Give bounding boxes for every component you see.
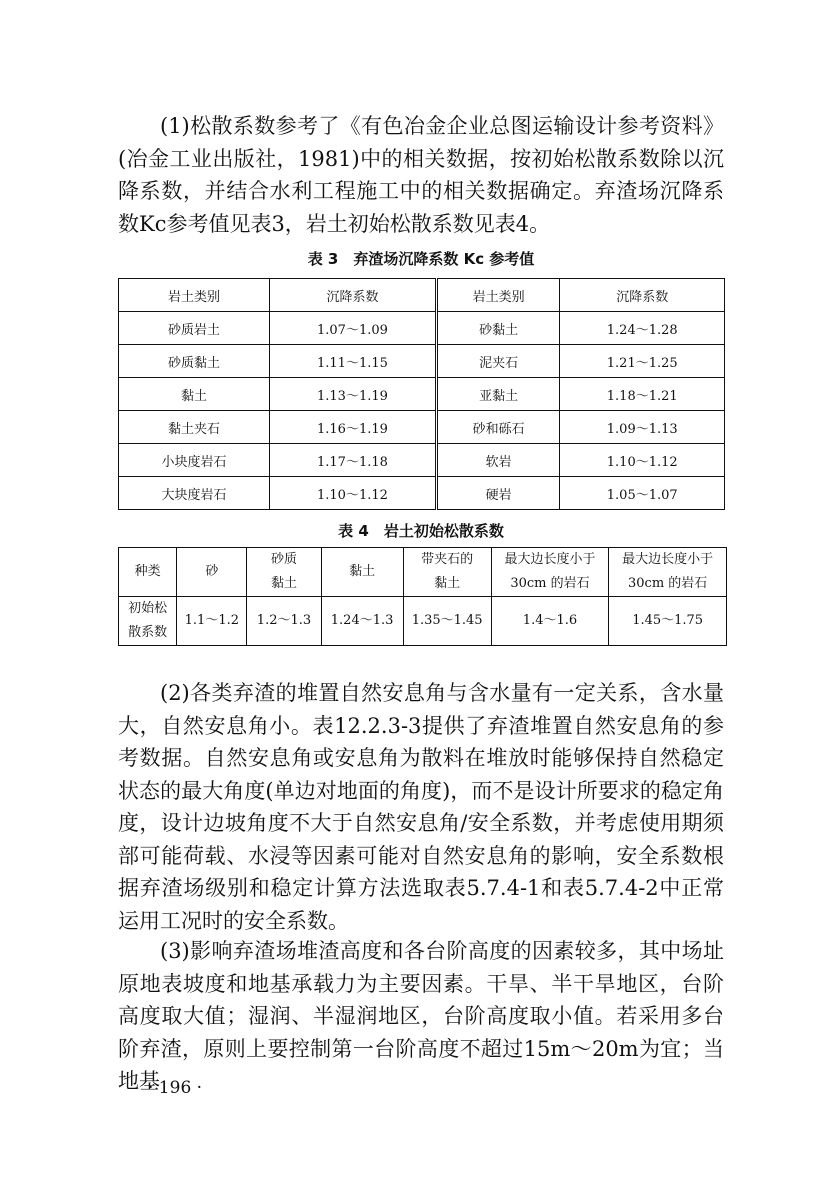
header-cell: 种类 bbox=[119, 548, 177, 597]
table-cell: 1.10～1.12 bbox=[270, 477, 437, 510]
table-cell: 砂质黏土 bbox=[119, 345, 270, 378]
header-cell: 沉降系数 bbox=[270, 279, 437, 312]
page-number: · 196 · bbox=[148, 1078, 203, 1098]
table-cell: 软岩 bbox=[436, 444, 560, 477]
paragraph-1 bbox=[118, 110, 724, 240]
header-cell: 岩土类别 bbox=[436, 279, 560, 312]
header-cell: 最大边长度小于 30cm 的岩石 bbox=[491, 548, 609, 597]
table-cell: 1.24～1.3 bbox=[321, 597, 403, 646]
paragraph-1-text: (1)松散系数参考了《有色冶金企业总图运输设计参考资料》(冶金工业出版社，1981)中的相关数据，按初始松散系数除以沉降系数，并结合水利工程施工中的相关数据确定。弃渣场沉降系数Kc参考值见表3，岩土初始松散系数见表4。 bbox=[118, 114, 724, 236]
header-cell: 砂 bbox=[177, 548, 247, 597]
table-3 bbox=[118, 278, 725, 510]
table-row bbox=[119, 477, 725, 510]
paragraph-2-text: (2)各类弃渣的堆置自然安息角与含水量有一定关系，含水量大，自然安息角小。表12.2.3-3提供了弃渣堆置自然安息角的参考数据。自然安息角或安息角为散料在堆放时能够保持自然稳定状态的最大角度(单边对地面的角度)，而不是设计所要求的稳定角度，设计边坡角度不大于自然安息角/安全系数，并考虑使用期须部可能荷载、水浸等因素可能对自然安息角的影响，安全系数根据弃渣场级别和稳定计算方法选取表5.7.4-1和表5.7.4-2中正常运用工况时的安全系数。 bbox=[118, 681, 724, 933]
table-cell: 1.17～1.18 bbox=[270, 444, 437, 477]
header-cell: 沉降系数 bbox=[560, 279, 725, 312]
table-cell: 硬岩 bbox=[436, 477, 560, 510]
table-cell: 亚黏土 bbox=[436, 378, 560, 411]
table-cell: 1.2～1.3 bbox=[247, 597, 321, 646]
table-cell: 黏土 bbox=[119, 378, 270, 411]
paragraph-3 bbox=[118, 935, 724, 1098]
table-header-row bbox=[119, 279, 725, 312]
table-cell: 1.21～1.25 bbox=[560, 345, 725, 378]
table-header-row bbox=[119, 548, 727, 597]
table-cell: 1.35～1.45 bbox=[403, 597, 491, 646]
table-row bbox=[119, 312, 725, 345]
row-label-cell: 初始松 散系数 bbox=[119, 597, 177, 646]
table-cell: 1.45～1.75 bbox=[609, 597, 727, 646]
table-cell: 1.07～1.09 bbox=[270, 312, 437, 345]
table-4-caption: 表 4 岩土初始松散系数 bbox=[338, 522, 504, 540]
table-cell: 泥夹石 bbox=[436, 345, 560, 378]
table-3-caption: 表 3 弃渣场沉降系数 Kc 参考值 bbox=[307, 250, 535, 268]
table-cell: 1.16～1.19 bbox=[270, 411, 437, 444]
table-cell: 1.4～1.6 bbox=[491, 597, 609, 646]
table-cell: 小块度岩石 bbox=[119, 444, 270, 477]
table-cell: 1.11～1.15 bbox=[270, 345, 437, 378]
table-cell: 砂黏土 bbox=[436, 312, 560, 345]
table-cell: 1.13～1.19 bbox=[270, 378, 437, 411]
table-cell: 1.05～1.07 bbox=[560, 477, 725, 510]
table-4 bbox=[118, 547, 727, 646]
table-row bbox=[119, 444, 725, 477]
table-cell: 砂质岩土 bbox=[119, 312, 270, 345]
header-cell: 岩土类别 bbox=[119, 279, 270, 312]
table-cell: 1.1～1.2 bbox=[177, 597, 247, 646]
header-cell: 砂质 黏土 bbox=[247, 548, 321, 597]
table-cell: 1.09～1.13 bbox=[560, 411, 725, 444]
paragraph-3-text: (3)影响弃渣场堆渣高度和各台阶高度的因素较多，其中场址原地表坡度和地基承载力为主要因素。干旱、半干旱地区，台阶高度取大值；湿润、半湿润地区，台阶高度取小值。若采用多台阶弃渣，原则上要控制第一台阶高度不超过15m～20m为宜；当地基 bbox=[118, 939, 724, 1093]
table-cell: 黏土夹石 bbox=[119, 411, 270, 444]
header-cell: 黏土 bbox=[321, 548, 403, 597]
table-cell: 砂和砾石 bbox=[436, 411, 560, 444]
header-cell: 最大边长度小于 30cm 的岩石 bbox=[609, 548, 727, 597]
table-cell: 1.18～1.21 bbox=[560, 378, 725, 411]
table-cell: 1.10～1.12 bbox=[560, 444, 725, 477]
table-row bbox=[119, 378, 725, 411]
table-cell: 1.24～1.28 bbox=[560, 312, 725, 345]
table-cell: 大块度岩石 bbox=[119, 477, 270, 510]
header-cell: 带夹石的 黏土 bbox=[403, 548, 491, 597]
paragraph-2 bbox=[118, 677, 724, 937]
table-row bbox=[119, 411, 725, 444]
table-row bbox=[119, 597, 727, 646]
table-row bbox=[119, 345, 725, 378]
